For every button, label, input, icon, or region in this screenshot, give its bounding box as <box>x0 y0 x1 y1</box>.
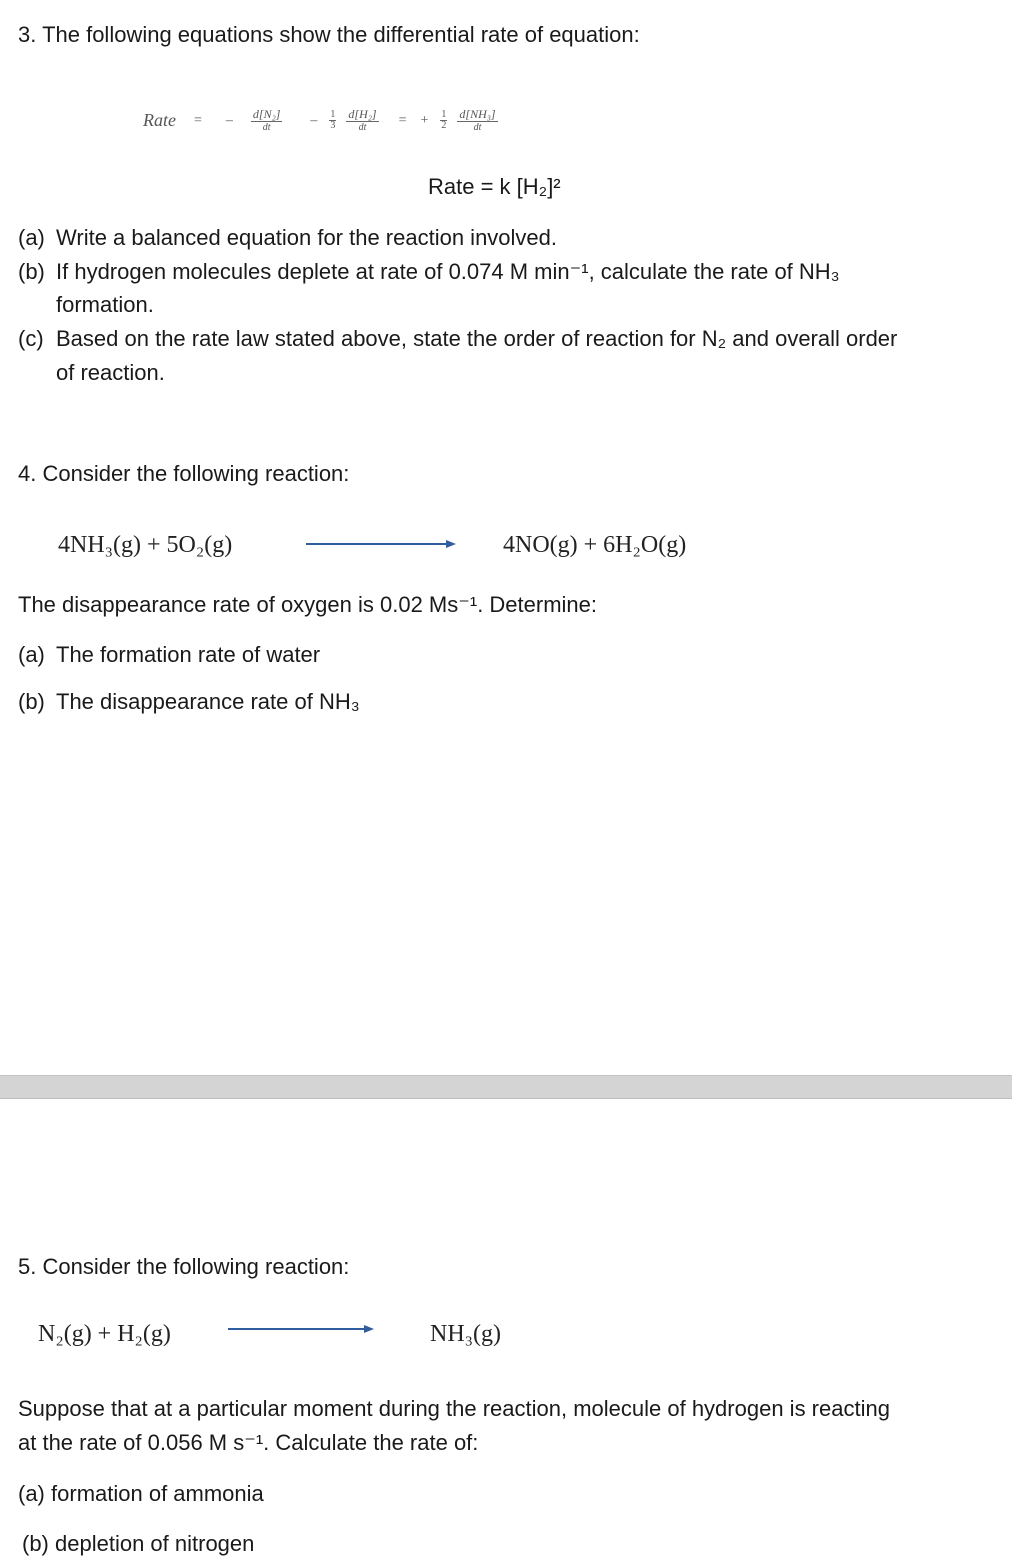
fraction-n2-denominator: dt <box>262 122 271 133</box>
q4-part-b <box>18 689 360 715</box>
fraction-nh3 <box>457 108 497 133</box>
equals-sign: = <box>194 112 202 128</box>
fraction-h2-denominator: dt <box>358 122 367 133</box>
q4-statement: The disappearance rate of oxygen is 0.02 Ms⁻¹. Determine: <box>18 592 598 617</box>
q5-part-b <box>22 1531 254 1557</box>
part-label: (a) <box>18 1481 45 1506</box>
coef-numerator: 1 <box>441 109 447 120</box>
coefficient-one-third <box>329 110 336 131</box>
q3-part-c-continuation: of reaction. <box>56 360 165 385</box>
q5-statement-line-1: Suppose that at a particular moment during the reaction, molecule of hydrogen is reacting <box>18 1396 890 1421</box>
q3-title: 3. The following equations show the differential rate of equation: <box>18 22 640 47</box>
fraction-h2 <box>346 108 378 133</box>
part-text: The disappearance rate of NH₃ <box>56 689 360 714</box>
q3-part-c <box>18 326 897 352</box>
minus-sign: – <box>310 112 318 128</box>
q3-part-b-continuation: formation. <box>56 292 154 317</box>
part-label: (b) <box>22 1531 49 1556</box>
q5-title: 5. Consider the following reaction: <box>18 1254 350 1279</box>
part-text: formation of ammonia <box>51 1481 264 1506</box>
coef-denominator: 3 <box>330 120 336 131</box>
part-label: (c) <box>18 326 44 351</box>
q5-reactants: N₂(g) + H₂(g) <box>38 1321 171 1347</box>
coef-numerator: 1 <box>330 109 336 120</box>
part-label: (a) <box>18 642 45 667</box>
page-divider <box>0 1075 1012 1099</box>
part-text: Based on the rate law stated above, state the order of reaction for N₂ and overall order <box>56 326 898 351</box>
part-text: depletion of nitrogen <box>55 1531 255 1556</box>
part-text: The formation rate of water <box>56 642 321 667</box>
part-text: Write a balanced equation for the reaction involved. <box>56 225 558 250</box>
q4-products: 4NO(g) + 6H₂O(g) <box>503 532 687 558</box>
fraction-nh3-denominator: dt <box>473 122 482 133</box>
fraction-n2-numerator: d[N₂] <box>252 107 281 121</box>
fraction-n2 <box>251 108 283 133</box>
differential-rate-expression <box>143 108 498 148</box>
minus-sign: – <box>225 112 233 128</box>
q4-part-a <box>18 642 320 668</box>
q3-part-b <box>18 259 840 285</box>
fraction-h2-numerator: d[H₂] <box>348 107 377 121</box>
part-text: If hydrogen molecules deplete at rate of 0.074 M min⁻¹, calculate the rate of NH₃ <box>56 259 840 284</box>
q3-part-a <box>18 225 557 251</box>
part-label: (b) <box>18 259 45 284</box>
equals-sign: = <box>398 112 407 128</box>
q5-products: NH₃(g) <box>430 1321 502 1347</box>
q5-part-a <box>18 1481 264 1507</box>
plus-sign: + <box>420 112 429 128</box>
q4-title: 4. Consider the following reaction: <box>18 461 350 486</box>
reaction-arrow-icon <box>306 537 456 551</box>
rate-law: Rate = k [H₂]² <box>428 174 561 199</box>
rate-word: Rate <box>143 110 176 130</box>
reaction-arrow-icon <box>228 1322 374 1336</box>
fraction-nh3-numerator: d[NH₃] <box>459 107 496 121</box>
coef-denominator: 2 <box>441 120 447 131</box>
coefficient-one-half <box>440 110 447 131</box>
q4-reactants: 4NH₃(g) + 5O₂(g) <box>58 532 233 558</box>
part-label: (a) <box>18 225 45 250</box>
q5-statement-line-2: at the rate of 0.056 M s⁻¹. Calculate the rate of: <box>18 1430 479 1455</box>
part-label: (b) <box>18 689 45 714</box>
